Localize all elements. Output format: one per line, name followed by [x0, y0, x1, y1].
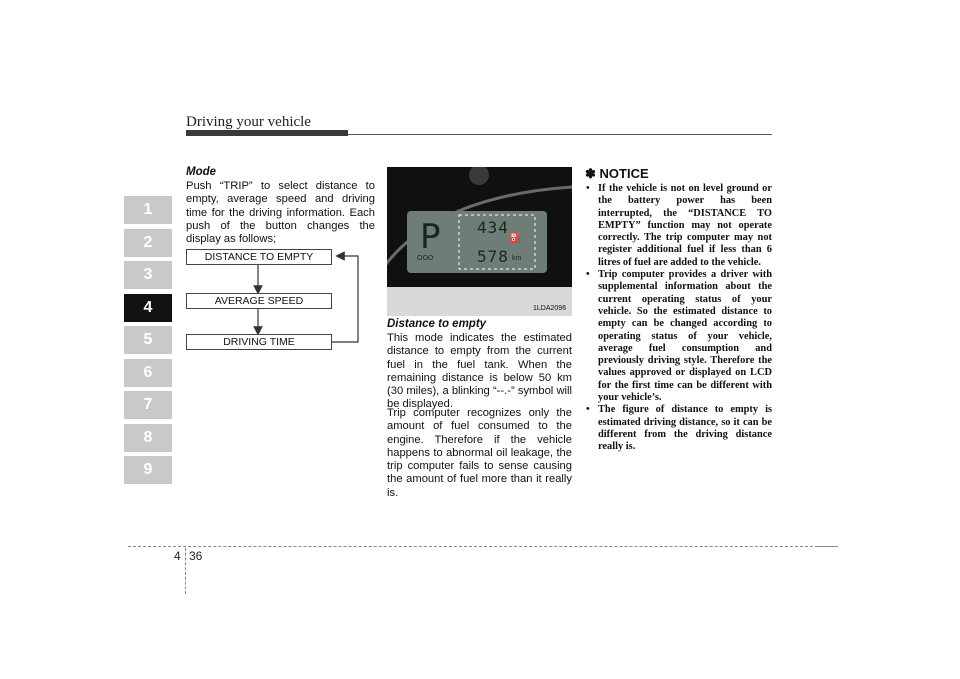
gear-indicator: P: [420, 217, 441, 257]
distance-heading: Distance to empty: [387, 318, 487, 330]
footer-rule-end: [818, 546, 838, 547]
notice-item: • Trip computer provides a driver with supplemental information about the current operating status of your vehicle. So the estimated distance to empty can be changed according to operating status of your vehicle, average fuel consumption and previously driving style. Therefore the values approved or displayed on LCD for the first time can be different with your vehicle’s.: [586, 269, 772, 404]
chapter-tab-3[interactable]: 3: [124, 261, 172, 289]
page-header-title: Driving your vehicle: [186, 114, 311, 130]
distance-paragraph-2: Trip computer recognizes only the amount of fuel consumed to the engine. Therefore if the vehicle happens to abnormal oil leakage, the trip computer fails to sense causing the amount of fuel more than it really is.: [387, 407, 572, 499]
notice-list: [586, 183, 772, 454]
notice-title: NOTICE: [599, 166, 649, 181]
chapter-tab-9[interactable]: 9: [124, 456, 172, 484]
footer-rule: [128, 546, 818, 547]
mode-paragraph: Push “TRIP” to select distance to empty, average speed and driving time for the driving information. Each push of the button changes the display as follows;: [186, 180, 375, 246]
chapter-tab-4[interactable]: 4: [124, 294, 172, 322]
flow-box-driving-time: DRIVING TIME: [186, 334, 332, 350]
notice-symbol-icon: ✽: [585, 166, 596, 181]
mode-heading: Mode: [186, 166, 217, 178]
footer-divider: [185, 548, 186, 594]
cluster-display-illustration: [387, 167, 572, 316]
display-upper-value: 434: [477, 218, 509, 237]
footer-chapter-number: 4: [174, 549, 181, 563]
display-unit: km: [512, 255, 522, 262]
notice-item: • The figure of distance to empty is estimated driving distance, so it can be different from the driving distance really is.: [586, 404, 772, 453]
notice-item: • If the vehicle is not on level ground or the battery power has been interrupted, the “DISTANCE TO EMPTY” function may not operate correctly. The trip computer may not register additional fuel if less than 6 litres of fuel are added to the vehicle.: [586, 183, 772, 269]
chapter-tab-6[interactable]: 6: [124, 359, 172, 387]
flow-loop-arrow: [330, 256, 358, 342]
header-bar: [186, 130, 348, 136]
notice-heading: [585, 166, 649, 182]
flow-box-average-speed: AVERAGE SPEED: [186, 293, 332, 309]
fuel-pump-icon: ⛽: [509, 233, 522, 244]
chapter-tab-2[interactable]: 2: [124, 229, 172, 257]
display-indicator: OOO: [417, 255, 434, 262]
header-rule: [348, 134, 772, 135]
flow-box-distance-to-empty: DISTANCE TO EMPTY: [186, 249, 332, 265]
display-lower-value: 578: [477, 247, 509, 266]
chapter-tab-1[interactable]: 1: [124, 196, 172, 224]
photo-caption: 1LDA2096: [533, 305, 567, 312]
chapter-tab-5[interactable]: 5: [124, 326, 172, 354]
footer-page-number: 36: [189, 549, 203, 563]
distance-paragraph-1: This mode indicates the estimated distance to empty from the current fuel in the fuel tank. When the remaining distance is below 50 km (30 miles), a blinking “--.-” symbol will be displayed.: [387, 332, 572, 411]
chapter-tab-7[interactable]: 7: [124, 391, 172, 419]
cluster-photo: [387, 167, 572, 316]
chapter-tab-8[interactable]: 8: [124, 424, 172, 452]
